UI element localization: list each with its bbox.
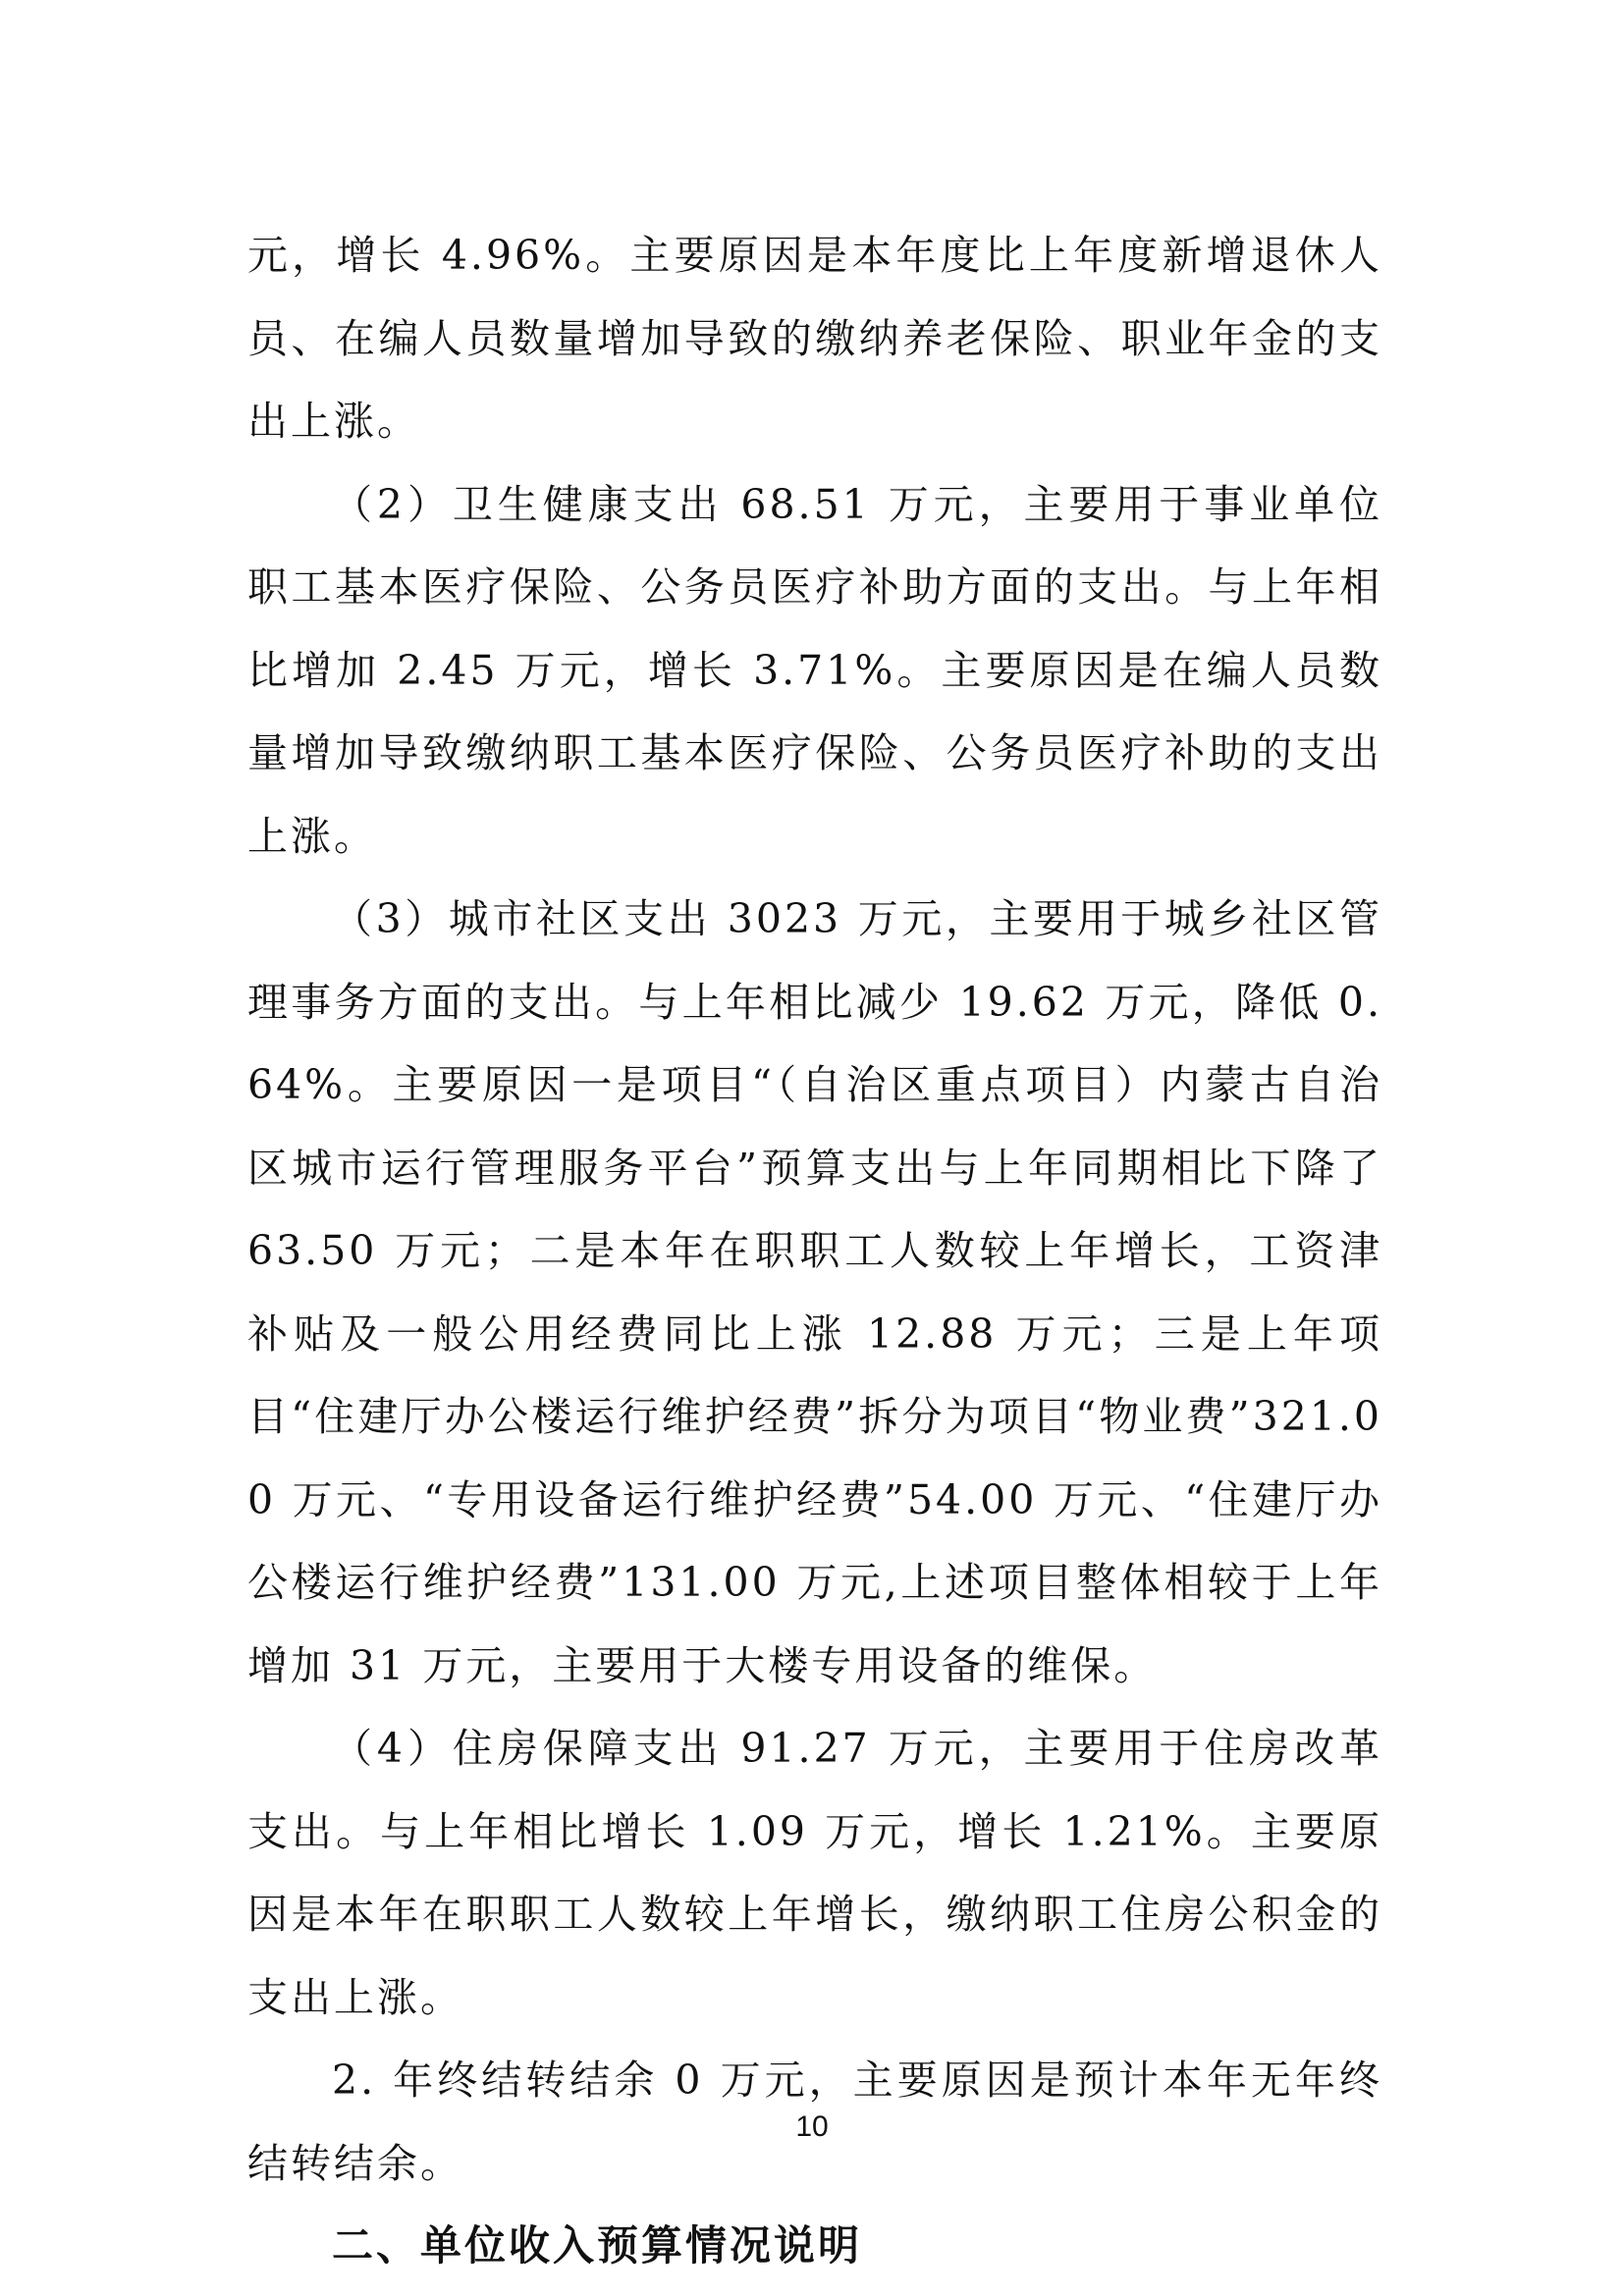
page-content <box>247 214 1399 2288</box>
section-heading-income-budget: 二、单位收入预算情况说明 <box>332 2221 863 2269</box>
paragraph-year-end-balance: 2. 年终结转结余 0 万元，主要原因是预计本年无年终结转结余。 <box>247 2056 1382 2187</box>
paragraph-health-expenditure: （2）卫生健康支出 68.51 万元，主要用于事业单位职工基本医疗保险、公务员医疗补助方面的支出。与上年相比增加 2.45 万元，增长 3.71%。主要原因是在编人员数量增加导致缴纳职工基本医疗保险、公务员医疗补助的支出上涨。 <box>247 480 1382 860</box>
paragraph-urban-community-expenditure: （3）城市社区支出 3023 万元，主要用于城乡社区管理事务方面的支出。与上年相比减少 19.62 万元，降低 0.64%。主要原因一是项目“（自治区重点项目）内蒙古自治区城市运行管理服务平台”预算支出与上年同期相比下降了 63.50 万元；二是本年在职职工人数较上年增长，工资津补贴及一般公用经费同比上涨 12.88 万元；三是上年项目“住建厅办公楼运行维护经费”拆分为项目“物业费”321.00 万元、“专用设备运行维护经费”54.00 万元、“住建厅办公楼运行维护经费”131.00 万元,上述项目整体相较于上年增加 31 万元，主要用于大楼专用设备的维保。 <box>247 895 1399 1689</box>
paragraph-pension-continuation: 元，增长 4.96%。主要原因是本年度比上年度新增退休人员、在编人员数量增加导致的缴纳养老保险、职业年金的支出上涨。 <box>247 232 1382 445</box>
paragraph-housing-expenditure: （4）住房保障支出 91.27 万元，主要用于住房改革支出。与上年相比增长 1.09 万元，增长 1.21%。主要原因是本年在职职工人数较上年增长，缴纳职工住房公积金的支出上涨。 <box>247 1725 1382 2021</box>
page-number: 10 <box>795 2110 829 2143</box>
